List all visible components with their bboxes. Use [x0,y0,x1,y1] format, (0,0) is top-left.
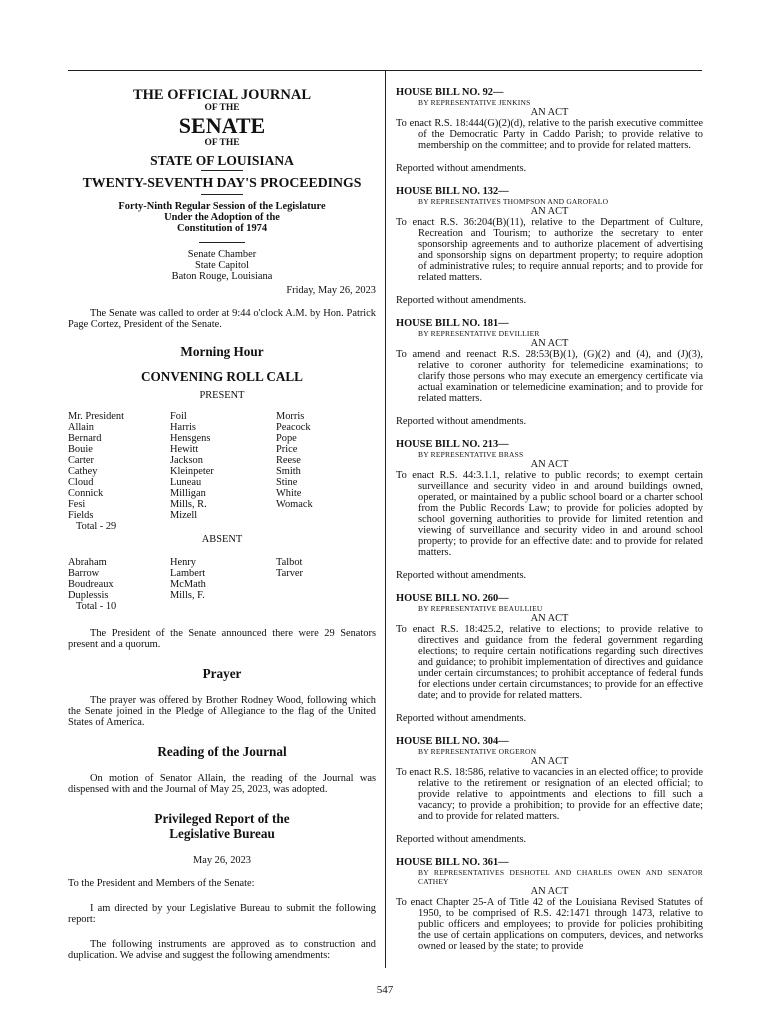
journal-state: STATE OF LOUISIANA [150,153,294,168]
absent-col-1 [68,557,170,612]
present-col-1 [68,411,170,532]
list-item: Jackson [170,455,203,466]
privileged-heading-2: Legislative Bureau [169,826,275,841]
bill-text: To amend and reenact R.S. 28:53(B)(1), (G)(2) and (4), and (J)(3), relative to coroner authority for telemedicine examinations; to clarify those persons who may execute an emergency certificate via actual examination or telemedicine examination; and to provide for related matters. [396,349,703,404]
list-item: Harris [170,422,196,433]
bill-act-label: AN ACT [530,107,569,118]
bill-reported: Reported without amendments. [396,570,527,581]
bill-act-label: AN ACT [530,756,569,767]
journal-date: Friday, May 26, 2023 [286,285,376,296]
place-line-2: State Capitol [195,260,249,271]
absent-label: ABSENT [201,534,243,545]
bill-entry [396,318,703,427]
session-line-1: Forty-Ninth Regular Session of the Legislature [118,201,326,212]
list-item: Kleinpeter [170,466,214,477]
quorum-paragraph: The President of the Senate announced there were 29 Senators present and a quorum. [68,628,376,650]
roll-call-heading: CONVENING ROLL CALL [141,369,303,384]
journal-senate: SENATE [178,113,266,138]
list-item: Reese [276,455,301,466]
page-number: 547 [376,984,394,996]
list-item: Morris [276,411,305,422]
list-item: Abraham [68,557,107,568]
bill-reported: Reported without amendments. [396,834,527,845]
journal-of-the-1: OF THE [204,103,240,113]
list-item: Cloud [68,477,94,488]
list-item: Womack [276,499,313,510]
reading-heading: Reading of the Journal [157,744,287,759]
bill-act-label: AN ACT [530,613,569,624]
short-rule-1 [201,170,243,171]
bill-title: HOUSE BILL NO. 213— [396,439,509,450]
short-rule-2 [201,194,243,195]
proceedings-title: TWENTY-SEVENTH DAY'S PROCEEDINGS [82,175,362,190]
absent-list [68,557,376,612]
list-item: Pope [276,433,297,444]
list-item: White [276,488,302,499]
bill-entry [396,87,703,174]
list-item: Foil [170,411,187,422]
bill-title: HOUSE BILL NO. 361— [396,857,509,868]
present-total: Total - 29 [76,521,117,532]
place-line-1: Senate Chamber [187,249,257,260]
bill-sponsor: BY REPRESENTATIVES DESHOTEL AND CHARLES OWEN AND SENATOR CATHEY [418,868,703,886]
bill-text: To enact R.S. 18:425.2, relative to elections; to provide relative to directives and guidance from the federal government regarding elections; to require certain notifications regarding such directives and guidance; to prohibit implementation of directives and guidance under certain circumstances; to prohibit acceptance of federal funds for elections under certain circumstances; to provide for an effective date; and to provide for related matters. [396,624,703,701]
column-divider [385,71,386,968]
bill-sponsor: BY REPRESENTATIVE BEAULLIEU [418,604,543,613]
present-col-3 [276,411,313,532]
list-item: Barrow [68,568,100,579]
bill-sponsor: BY REPRESENTATIVE DEVILLIER [418,329,540,338]
bill-entry [396,593,703,724]
list-item: Fields [68,510,94,521]
list-item: Tarver [276,568,303,579]
bill-entry [396,736,703,845]
bill-title: HOUSE BILL NO. 181— [396,318,509,329]
bill-entry [396,857,703,952]
bill-entry [396,439,703,581]
list-item: Milligan [170,488,206,499]
list-item: Talbot [276,557,303,568]
left-column [68,80,376,961]
present-label: PRESENT [199,390,245,401]
list-item: Boudreaux [68,579,114,590]
bill-text: To enact R.S. 18:586, relative to vacancies in an elected office; to provide relative to the retirement or resignation of an elected official; to provide relative to appointments and elections to fill such a vacancy; to provide a prohibition; to provide for an effective date; and to provide for related matters. [396,767,703,822]
bill-title: HOUSE BILL NO. 260— [396,593,509,604]
directed-paragraph: I am directed by your Legislative Bureau to submit the following report: [68,903,376,925]
bill-act-label: AN ACT [530,206,569,217]
list-item: Mizell [170,510,198,521]
list-item: Mr. President [68,411,124,422]
list-item: Smith [276,466,301,477]
list-item: Allain [68,422,94,433]
morning-hour-heading: Morning Hour [180,344,264,359]
privileged-date: May 26, 2023 [192,855,251,866]
bill-sponsor: BY REPRESENTATIVE BRASS [418,450,524,459]
list-item: Bouie [68,444,93,455]
bill-text: To enact Chapter 25-A of Title 42 of the Louisiana Revised Statutes of 1950, to be comprised of R.S. 42:1471 through 1473, relative to public officers and employees; to provide for policies prohibiting the use of certain applications on computers, devices, and networks owned or leased by the state; to provide [396,897,703,952]
bill-act-label: AN ACT [530,886,569,897]
place-line-3: Baton Rouge, Louisiana [171,271,273,282]
right-column [396,87,703,952]
bill-text: To enact R.S. 18:444(G)(2)(d), relative to the parish executive committee of the Democratic Party in Caddo Parish; to provide relative to membership on the committee; and to provide for related matters. [396,118,703,151]
bill-text: To enact R.S. 36:204(B)(11), relative to the Department of Culture, Recreation and Tourism; to authorize the secretary to enter sponsorship agreements and to authorize placement of advertising and sponsorship signs on department property; to require adoption of administrative rules; to require annual reports; and to provide for related matters. [396,217,703,283]
list-item: Price [276,444,298,455]
absent-total: Total - 10 [76,601,117,612]
list-item: Hewitt [170,444,199,455]
list-item: Mills, F. [170,590,205,601]
bill-sponsor: BY REPRESENTATIVE ORGERON [418,747,537,756]
reading-paragraph: On motion of Senator Allain, the reading of the Journal was dispensed with and the Journal of May 25, 2023, was adopted. [68,773,376,795]
bill-title: HOUSE BILL NO. 304— [396,736,509,747]
bill-reported: Reported without amendments. [396,713,527,724]
bill-act-label: AN ACT [530,338,569,349]
present-list [68,411,376,532]
list-item: Stine [276,477,298,488]
bill-title: HOUSE BILL NO. 132— [396,186,509,197]
bill-entry [396,186,703,306]
list-item: Lambert [170,568,206,579]
intro-paragraph: The Senate was called to order at 9:44 o'clock A.M. by Hon. Patrick Page Cortez, President of the Senate. [68,308,376,330]
bill-reported: Reported without amendments. [396,416,527,427]
present-col-2 [170,411,276,532]
list-item: McMath [170,579,206,590]
list-item: Carter [68,455,94,466]
list-item: Connick [68,488,104,499]
list-item: Fesi [68,499,86,510]
short-rule-3 [199,242,245,243]
list-item: Henry [170,557,196,568]
bill-act-label: AN ACT [530,459,569,470]
list-item: Cathey [68,466,98,477]
privileged-heading-1: Privileged Report of the [154,811,290,826]
bill-sponsor: BY REPRESENTATIVES THOMPSON AND GAROFALO [418,197,609,206]
bill-reported: Reported without amendments. [396,295,527,306]
absent-col-2 [170,557,276,612]
prayer-paragraph: The prayer was offered by Brother Rodney Wood, following which the Senate joined in the Pledge of Allegiance to the flag of the United States of America. [68,695,376,728]
instruments-paragraph: The following instruments are approved as to construction and duplication. We advise and suggest the following amendments: [68,939,376,961]
journal-of-the-2: OF THE [204,138,240,148]
list-item: Bernard [68,433,102,444]
list-item: Peacock [276,422,311,433]
bill-title: HOUSE BILL NO. 92— [396,87,504,98]
session-line-2: Under the Adoption of the [164,212,280,223]
bill-text: To enact R.S. 44:3.1.1, relative to public records; to exempt certain surveillance and security video in and around buildings owned, operated, or maintained by a public school board or a charter school from the Public Records Law; to provide for policies adopted by school governing authorities to provide for limited retention and viewing of surveillance and security video in and around school property; to provide for an effective date: and to provide for related matters. [396,470,703,558]
bill-reported: Reported without amendments. [396,163,527,174]
list-item: Mills, R. [170,499,207,510]
list-item: Hensgens [170,433,211,444]
absent-col-3 [276,557,303,612]
session-line-3: Constitution of 1974 [176,223,268,234]
prayer-heading: Prayer [202,666,242,681]
bill-sponsor: BY REPRESENTATIVE JENKINS [418,98,531,107]
list-item: Duplessis [68,590,109,601]
salutation: To the President and Members of the Senate: [68,878,255,889]
list-item: Luneau [170,477,202,488]
journal-title: THE OFFICIAL JOURNAL [132,87,312,103]
